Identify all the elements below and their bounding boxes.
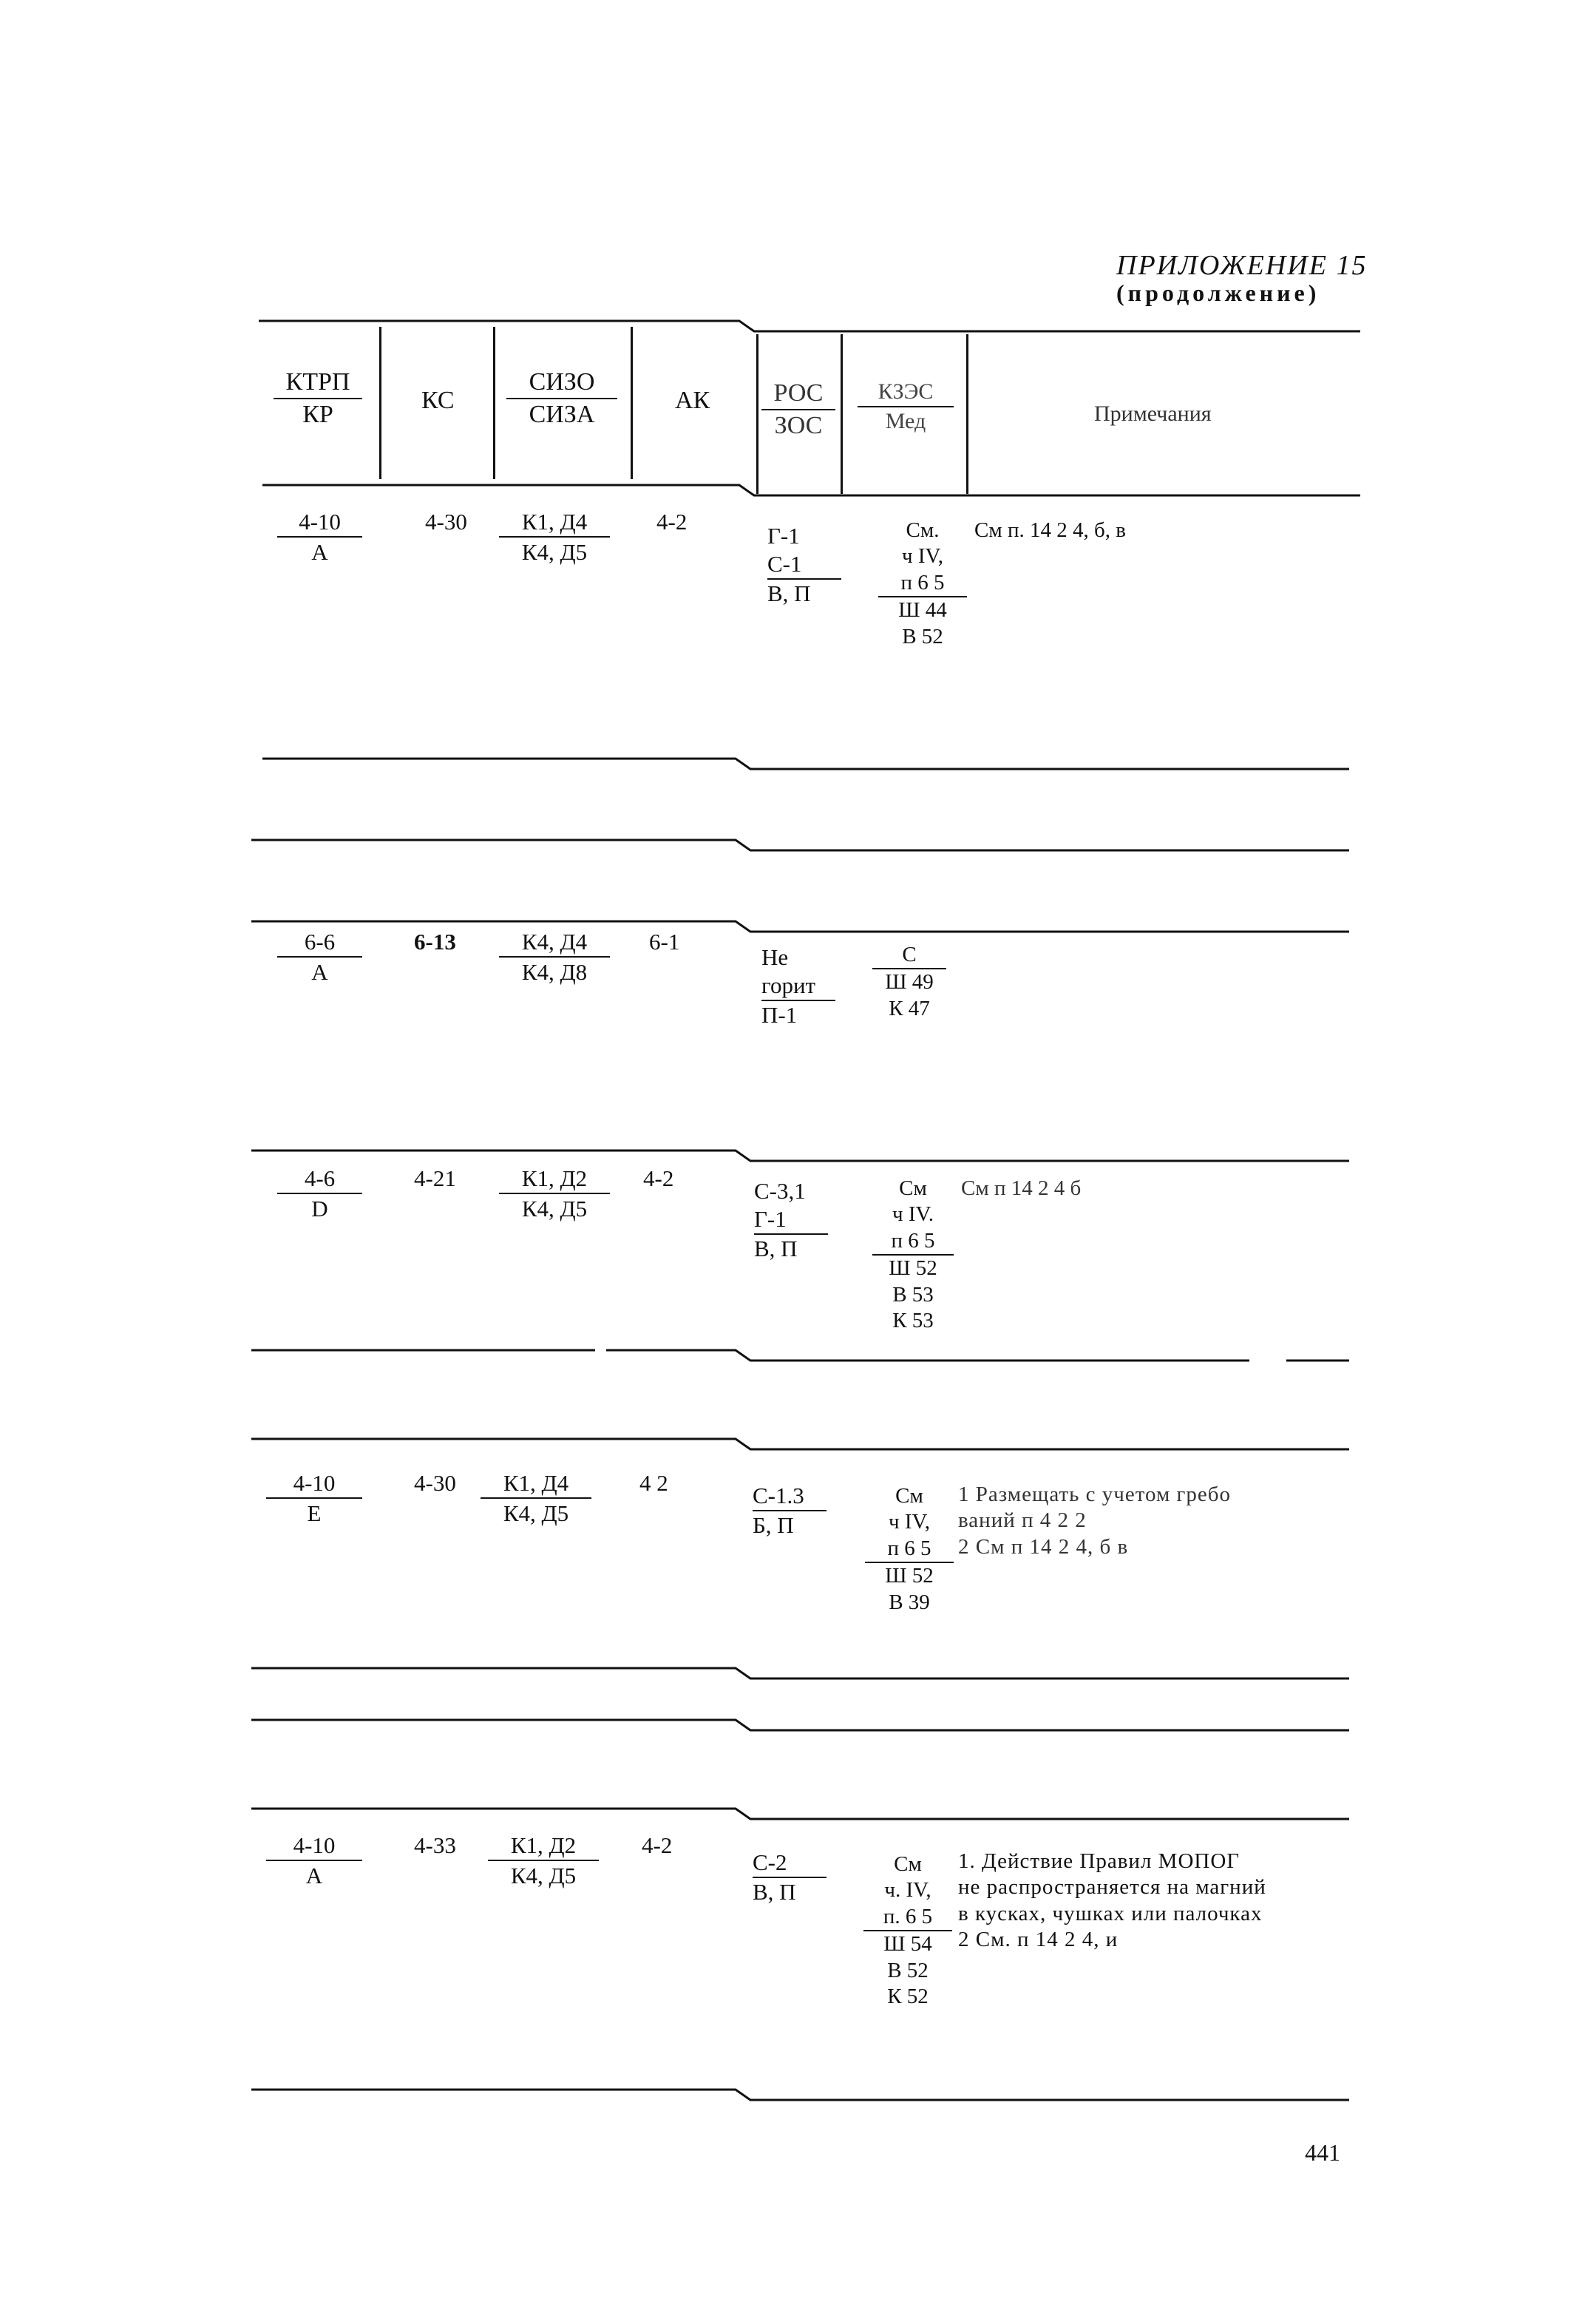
row2-med-line: Ш 49 <box>885 970 934 995</box>
row4-note-line: 1 Размещать с учетом гребо <box>958 1483 1232 1506</box>
row4-note-line: 2 См п 14 2 4, б в <box>958 1534 1129 1559</box>
row4-ktrp-kr <box>266 1471 362 1525</box>
row5-kzes-line: ч. IV, <box>884 1878 931 1903</box>
row1-note-line: См п. 14 2 4, б, в <box>974 518 1126 542</box>
row1-kzes-line: п 6 5 <box>878 570 967 597</box>
row4-kr: Е <box>307 1500 322 1526</box>
row3-sizo-siza <box>499 1167 610 1220</box>
row1-notes <box>974 518 1126 543</box>
row2-ktrp: 6-6 <box>277 930 362 958</box>
row2-ktrp-kr <box>277 930 362 983</box>
row3-kr: D <box>311 1196 328 1222</box>
page-number: 441 <box>1305 2139 1340 2166</box>
appendix-continuation: (продолжение) <box>1116 280 1320 306</box>
row5-notes <box>958 1849 1266 1954</box>
header-ak: АК <box>675 387 710 414</box>
column-divider <box>756 334 758 494</box>
row2-zos: П-1 <box>761 1001 798 1028</box>
row1-kzes-line: ч IV, <box>902 544 943 569</box>
row2-ak: 6-1 <box>649 929 680 955</box>
row5-siza: К4, Д5 <box>510 1863 577 1888</box>
row1-kr: А <box>311 539 328 565</box>
header-siza: СИЗА <box>529 401 595 428</box>
row3-ros-line: Г-1 <box>754 1205 828 1235</box>
header-kzes-med <box>858 381 954 433</box>
row1-ros-zos <box>767 522 841 607</box>
column-divider <box>493 327 495 479</box>
header-zos: ЗОС <box>774 412 823 439</box>
row1-sizo: К1, Д4 <box>499 510 610 538</box>
row5-ktrp-kr <box>266 1834 362 1887</box>
row5-med-line: В 52 <box>887 1958 929 1982</box>
row3-med-line: К 53 <box>892 1308 934 1332</box>
row2-med-line: К 47 <box>889 996 930 1020</box>
row5-zos: В, П <box>753 1878 796 1905</box>
header-ks: КС <box>421 387 455 414</box>
row4-sizo: К1, Д4 <box>481 1471 591 1499</box>
row2-kzes-med <box>872 942 946 1022</box>
row4-ros-line: С-1.3 <box>753 1482 827 1511</box>
row5-note-line: в кусках, чушках или палочках <box>958 1901 1263 1925</box>
row3-notes <box>961 1176 1081 1202</box>
row3-kzes-line: п 6 5 <box>872 1228 954 1256</box>
row1-kzes-line: См. <box>906 518 940 542</box>
header-ktrp: КТРП <box>274 370 362 399</box>
row5-ks: 4-33 <box>414 1832 456 1858</box>
header-ktrp-kr <box>274 370 362 427</box>
row3-note-line: См п 14 2 4 б <box>961 1176 1082 1200</box>
row4-med-line: Ш 52 <box>885 1564 934 1588</box>
row5-note-line: 2 См. п 14 2 4, и <box>958 1928 1119 1952</box>
column-divider <box>841 334 843 494</box>
row5-sizo: К1, Д2 <box>488 1834 599 1861</box>
row2-sizo-siza <box>499 930 610 983</box>
header-ros: РОС <box>761 381 835 410</box>
row4-siza: К4, Д5 <box>503 1500 569 1526</box>
row5-ros-line: С-2 <box>753 1849 827 1878</box>
row4-kzes-line: См <box>895 1484 923 1508</box>
row5-med-line: Ш 54 <box>883 1932 932 1957</box>
row5-kzes-line: п. 6 5 <box>863 1904 952 1931</box>
row1-med-line: В 52 <box>902 624 943 648</box>
row4-sizo-siza <box>481 1471 591 1525</box>
row4-med-line: В 39 <box>889 1590 930 1614</box>
row2-ros-line: горит <box>761 972 835 1001</box>
row5-note-line: 1. Действие Правил МОПОГ <box>958 1849 1240 1873</box>
row4-note-line: ваний п 4 2 2 <box>958 1508 1087 1533</box>
row1-med-line: Ш 44 <box>898 598 947 623</box>
row4-ak: 4 2 <box>639 1470 668 1496</box>
row3-ak: 4-2 <box>643 1165 674 1191</box>
header-med: Мед <box>885 409 926 433</box>
row1-ktrp: 4-10 <box>277 510 362 538</box>
row4-kzes-line: п 6 5 <box>865 1536 954 1563</box>
row2-ros-zos <box>761 944 835 1029</box>
row5-kr: А <box>305 1863 323 1888</box>
appendix-title: ПРИЛОЖЕНИЕ 15 <box>1116 250 1368 281</box>
row3-kzes-line: См <box>899 1176 927 1200</box>
row5-ak: 4-2 <box>642 1832 673 1858</box>
header-kzes: КЗЭС <box>858 381 954 407</box>
row3-ros-zos <box>754 1177 828 1262</box>
row2-siza: К4, Д8 <box>521 959 588 985</box>
row3-sizo: К1, Д2 <box>499 1167 610 1194</box>
row1-ros-line: Г-1 <box>767 523 800 549</box>
row3-ktrp: 4-6 <box>277 1167 362 1194</box>
row5-ktrp: 4-10 <box>266 1834 362 1861</box>
header-sizo-siza <box>506 370 617 427</box>
header-kr: КР <box>302 401 333 428</box>
row1-ks: 4-30 <box>425 509 467 535</box>
row3-med-line: Ш 52 <box>889 1256 937 1281</box>
row2-ks: 6-13 <box>414 929 456 955</box>
column-divider <box>631 327 633 479</box>
row1-zos: В, П <box>767 580 811 606</box>
header-ros-zos <box>761 381 835 438</box>
row3-ktrp-kr <box>277 1167 362 1220</box>
row1-ktrp-kr <box>277 510 362 563</box>
row1-sizo-siza <box>499 510 610 563</box>
row5-kzes-med <box>863 1852 952 2010</box>
row4-notes <box>958 1482 1231 1560</box>
row4-ros-zos <box>753 1482 827 1539</box>
row3-med-line: В 53 <box>892 1282 934 1307</box>
row4-zos: Б, П <box>753 1511 794 1538</box>
row2-sizo: К4, Д4 <box>499 930 610 958</box>
column-divider <box>379 327 381 479</box>
row3-kzes-med <box>872 1176 954 1334</box>
row4-kzes-med <box>865 1483 954 1616</box>
row4-ktrp: 4-10 <box>266 1471 362 1499</box>
row5-sizo-siza <box>488 1834 599 1887</box>
row2-ros-line: Не <box>761 944 789 970</box>
column-divider <box>966 334 968 494</box>
row4-kzes-line: ч IV, <box>889 1510 930 1534</box>
row3-kzes-line: ч IV. <box>892 1202 934 1227</box>
row3-ks: 4-21 <box>414 1165 456 1191</box>
row3-zos: В, П <box>754 1235 798 1261</box>
row5-kzes-line: См <box>894 1852 922 1876</box>
row4-ks: 4-30 <box>414 1470 456 1496</box>
row1-ros-line: С-1 <box>767 550 841 580</box>
row3-siza: К4, Д5 <box>521 1196 588 1222</box>
row5-note-line: не распространяется на магний <box>958 1875 1266 1900</box>
row5-ros-zos <box>753 1849 827 1906</box>
row1-ak: 4-2 <box>656 509 688 535</box>
header-notes: Примечания <box>1094 402 1212 426</box>
row2-kr: А <box>311 959 328 985</box>
row1-kzes-med <box>878 518 967 650</box>
row3-ros-line: С-3,1 <box>754 1178 806 1204</box>
row2-kzes-line: С <box>872 942 946 969</box>
header-sizo: СИЗО <box>506 370 617 399</box>
row5-med-line: К 52 <box>887 1984 929 2008</box>
row1-siza: К4, Д5 <box>521 539 588 565</box>
